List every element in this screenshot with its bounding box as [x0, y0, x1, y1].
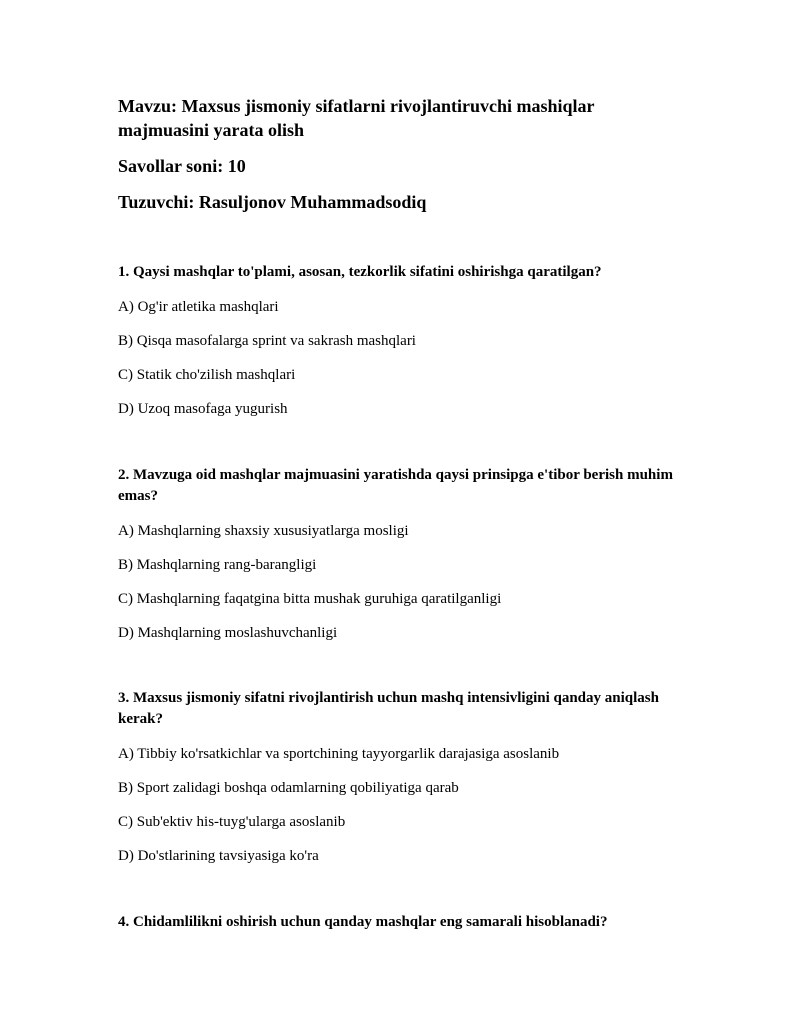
answer-option-d: D) Uzoq masofaga yugurish — [118, 401, 288, 417]
question-2 — [118, 465, 678, 643]
answer-option-c: C) Statik cho'zilish mashqlari — [118, 367, 296, 383]
answer-option-b: B) Sport zalidagi boshqa odamlarning qobiliyatiga qarab — [118, 780, 459, 796]
answer-option-b: B) Qisqa masofalarga sprint va sakrash mashqlari — [118, 333, 416, 349]
question-text: 3. Maxsus jismoniy sifatni rivojlantirish uchun mashq intensivligini qanday aniqlash kerak? — [118, 690, 659, 727]
question-3 — [118, 688, 678, 866]
question-1 — [118, 262, 678, 419]
answer-option-a: A) Og'ir atletika mashqlari — [118, 299, 279, 315]
author-line: Tuzuvchi: Rasuljonov Muhammadsodiq — [118, 192, 427, 212]
answer-option-c: C) Sub'ektiv his-tuyg'ularga asoslanib — [118, 814, 346, 830]
topic-title: Mavzu: Maxsus jismoniy sifatlarni rivojlantiruvchi mashiqlar majmuasini yarata olish — [118, 96, 595, 140]
answer-option-d: D) Do'stlarining tavsiyasiga ko'ra — [118, 848, 319, 864]
answer-option-a: A) Tibbiy ko'rsatkichlar va sportchining tayyorgarlik darajasiga asoslanib — [118, 746, 560, 762]
answer-option-b: B) Mashqlarning rang-barangligi — [118, 557, 317, 573]
question-text: 4. Chidamlilikni oshirish uchun qanday mashqlar eng samarali hisoblanadi? — [118, 914, 608, 930]
answer-option-d: D) Mashqlarning moslashuvchanligi — [118, 625, 338, 641]
question-text: 1. Qaysi mashqlar to'plami, asosan, tezkorlik sifatini oshirishga qaratilgan? — [118, 264, 602, 280]
document-header — [118, 94, 678, 214]
question-4 — [118, 912, 678, 933]
question-count: Savollar soni: 10 — [118, 156, 246, 176]
answer-option-a: A) Mashqlarning shaxsiy xususiyatlarga mosligi — [118, 523, 409, 539]
answer-option-c: C) Mashqlarning faqatgina bitta mushak guruhiga qaratilganligi — [118, 591, 502, 607]
question-text: 2. Mavzuga oid mashqlar majmuasini yaratishda qaysi prinsipga e'tibor berish muhim emas? — [118, 467, 673, 504]
